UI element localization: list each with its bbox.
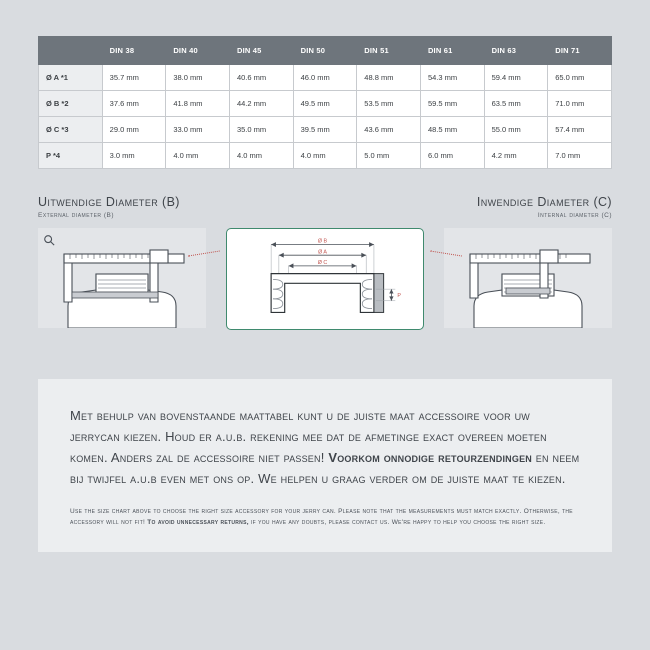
magnifier-icon	[43, 233, 55, 245]
table-cell: 29.0 mm	[102, 117, 166, 143]
table-row	[39, 143, 612, 169]
notice-sub-part1: Use the size chart above to choose the right size accessory for your jerry can. Please note that the measurements must match exactly. Otherwise, the accessory will not fit!	[70, 508, 573, 526]
table-cell: 49.5 mm	[293, 91, 357, 117]
notice-main-bold: Voorkom onnodige retourzendingen	[328, 450, 532, 465]
notice-main-text	[70, 405, 580, 489]
table-column-header: DIN 61	[420, 37, 484, 65]
table-cell: 65.0 mm	[548, 65, 612, 91]
table-cell: 35.0 mm	[229, 117, 293, 143]
table-row	[39, 65, 612, 91]
caliper-internal-illustration	[444, 228, 612, 328]
table-cell: 55.0 mm	[484, 117, 548, 143]
table-row-label: Ø C *3	[39, 117, 103, 143]
table-cell: 48.8 mm	[357, 65, 421, 91]
notice-sub-part2: if you have any doubts, please contact us. We're happy to help you choose the right size.	[248, 518, 546, 526]
notice-sub-bold: To avoid unnecessary returns,	[147, 518, 249, 526]
figures-section	[38, 195, 612, 335]
table-cell: 7.0 mm	[548, 143, 612, 169]
table-row-label: Ø B *2	[39, 91, 103, 117]
table-row-label: P *4	[39, 143, 103, 169]
table-cell: 4.0 mm	[293, 143, 357, 169]
table-cell: 54.3 mm	[420, 65, 484, 91]
table-cell: 44.2 mm	[229, 91, 293, 117]
table-body	[39, 65, 612, 169]
label-pitch-p: P	[397, 292, 401, 299]
table-cell: 48.5 mm	[420, 117, 484, 143]
figure-left-heading	[38, 195, 180, 219]
table-cell: 4.0 mm	[166, 143, 230, 169]
table-cell: 71.0 mm	[548, 91, 612, 117]
table-column-header: DIN 38	[102, 37, 166, 65]
figure-center-panel	[226, 228, 424, 330]
notice-box	[38, 379, 612, 552]
table-cell: 41.8 mm	[166, 91, 230, 117]
figure-titles-row	[38, 195, 612, 219]
table-cell: 35.7 mm	[102, 65, 166, 91]
table-corner-cell	[39, 37, 103, 65]
notice-sub-text	[70, 507, 580, 528]
label-diameter-c: Ø C	[317, 259, 328, 266]
table-cell: 40.6 mm	[229, 65, 293, 91]
table-cell: 38.0 mm	[166, 65, 230, 91]
cross-section-diagram	[227, 229, 420, 326]
table-column-header: DIN 50	[293, 37, 357, 65]
table-cell: 33.0 mm	[166, 117, 230, 143]
table-cell: 63.5 mm	[484, 91, 548, 117]
table-cell: 53.5 mm	[357, 91, 421, 117]
figure-right-panel	[444, 228, 612, 328]
table-column-header: DIN 63	[484, 37, 548, 65]
notice-main-part2: en neem bij twijfel a.u.b even met ons op. We helpen u graag verder om de juiste maat te kiezen.	[70, 450, 580, 486]
table-cell: 4.0 mm	[229, 143, 293, 169]
table-cell: 3.0 mm	[102, 143, 166, 169]
table-cell: 57.4 mm	[548, 117, 612, 143]
table-cell: 39.5 mm	[293, 117, 357, 143]
label-diameter-b: Ø B	[317, 238, 328, 245]
figure-left-panel	[38, 228, 206, 328]
label-diameter-a: Ø A	[318, 249, 327, 256]
table-cell: 37.6 mm	[102, 91, 166, 117]
table-header-row	[39, 37, 612, 65]
table-row-label: Ø A *1	[39, 65, 103, 91]
table-column-header: DIN 45	[229, 37, 293, 65]
figure-right-heading	[477, 195, 612, 219]
table-header	[39, 37, 612, 65]
figure-right-subtitle: Internal diameter (C)	[537, 212, 612, 219]
table-cell: 59.5 mm	[420, 91, 484, 117]
figure-panels	[38, 228, 612, 330]
table-column-header: DIN 40	[166, 37, 230, 65]
notice-main-part1: Met behulp van bovenstaande maattabel kunt u de juiste maat accessoire voor uw jerrycan kiezen. Houd er a.u.b. rekening mee dat de afmetinge exact overeen moeten komen. Anders zal de accessoire niet passen!	[70, 408, 547, 465]
table-row	[39, 91, 612, 117]
table-row	[39, 117, 612, 143]
dimension-table	[38, 36, 612, 169]
table-cell: 59.4 mm	[484, 65, 548, 91]
table-cell: 46.0 mm	[293, 65, 357, 91]
figure-right-title: Inwendige Diameter (C)	[476, 195, 612, 209]
table-cell: 6.0 mm	[420, 143, 484, 169]
table-column-header: DIN 71	[548, 37, 612, 65]
caliper-external-illustration	[38, 228, 206, 328]
table-cell: 43.6 mm	[357, 117, 421, 143]
table-cell: 4.2 mm	[484, 143, 548, 169]
figure-left-title: Uitwendige Diameter (B)	[38, 195, 180, 209]
table-cell: 5.0 mm	[357, 143, 421, 169]
table-column-header: DIN 51	[357, 37, 421, 65]
figure-left-subtitle: External diameter (B)	[38, 212, 115, 219]
